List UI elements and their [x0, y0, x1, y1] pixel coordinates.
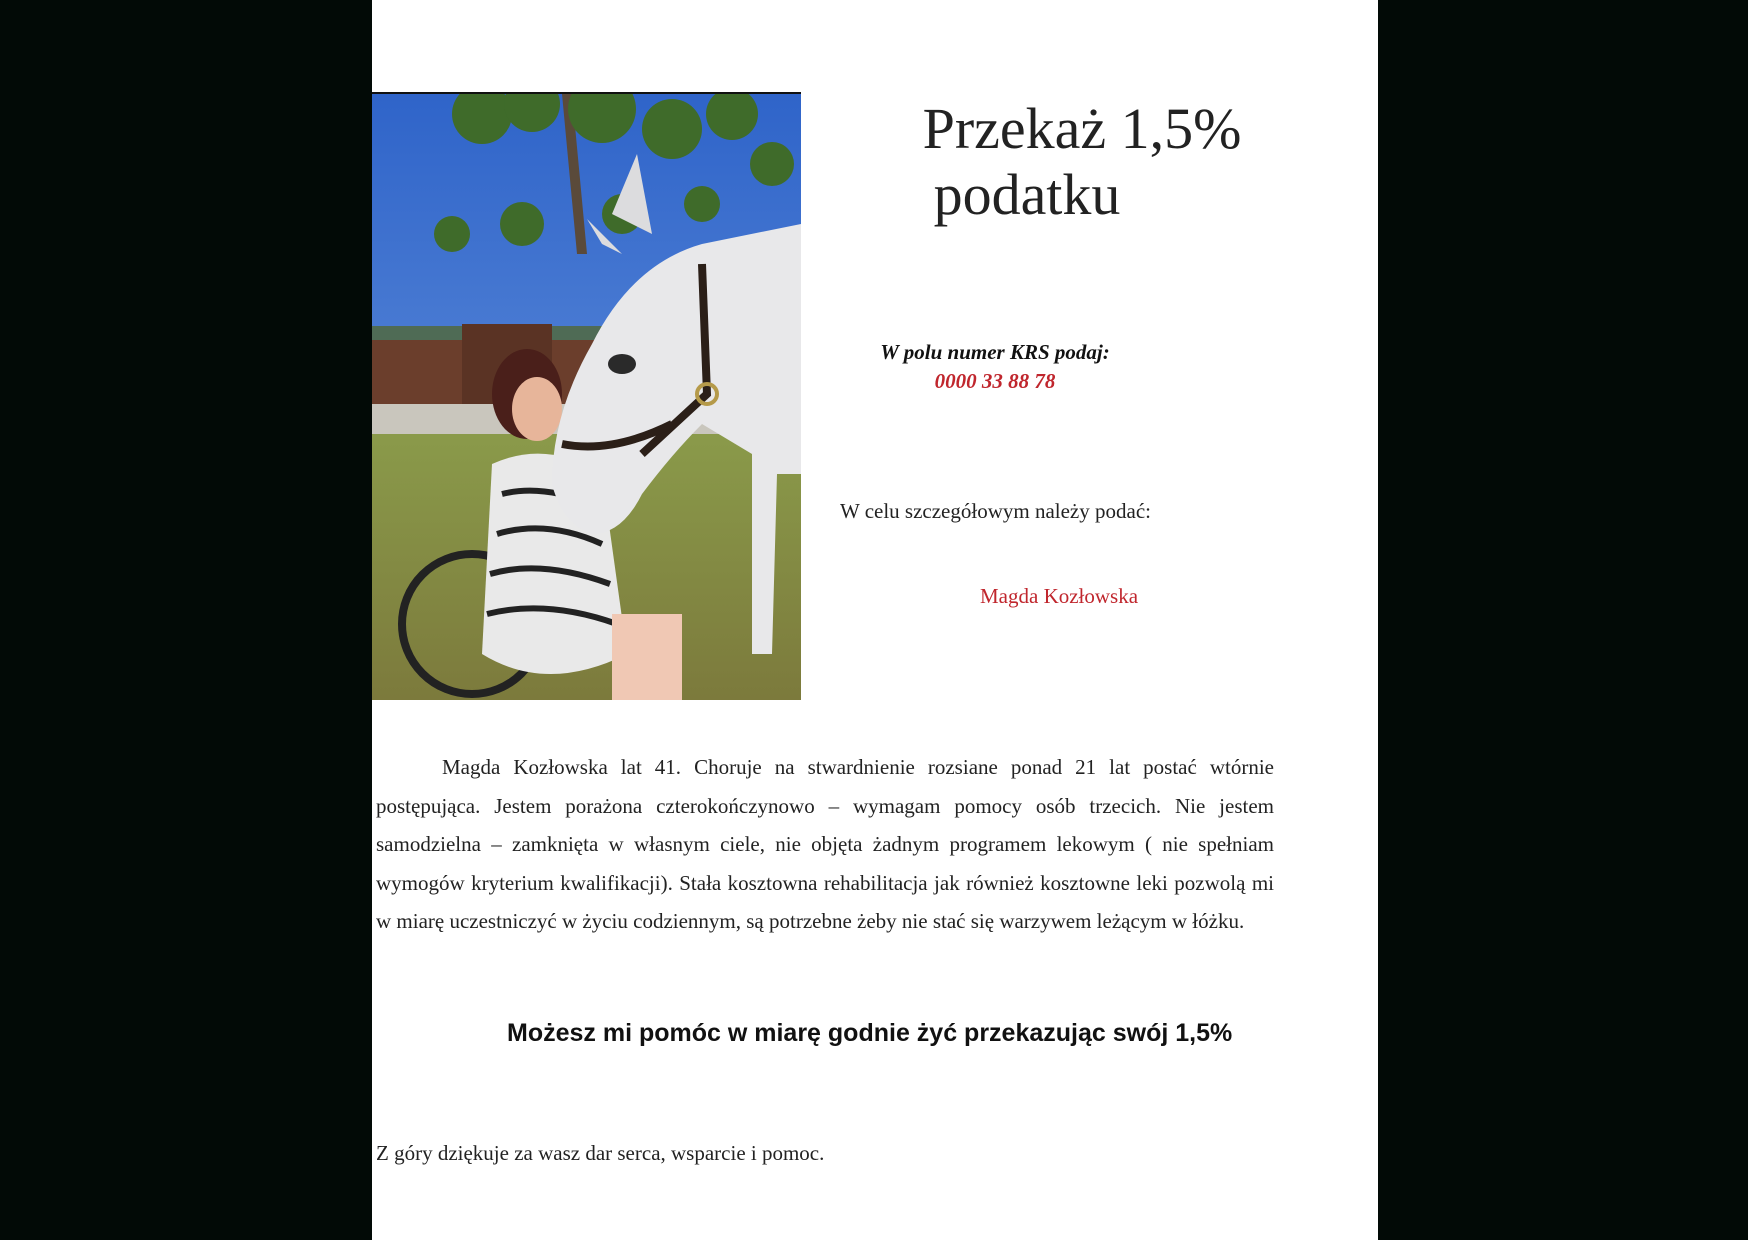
story-paragraph: Magda Kozłowska lat 41. Choruje na stwardnienie rozsiane ponad 21 lat postać wtórnie postępująca. Jestem porażona czterokończynowo – wymagam pomocy osób trzecich. Nie jestem samodzielna – zamknięta w własnym ciele, nie objęta żadnym programem lekowym ( nie spełniam wymogów kryterium kwalifikacji). Stała kosztowna rehabilitacja jak również kosztowne leki pozwolą mi w miarę uczestniczyć w życiu codziennym, są potrzebne żeby nie stać się warzywem leżącym w łóżku. [376, 755, 1274, 934]
purpose-name: Magda Kozłowska [980, 584, 1139, 608]
appeal-heading: Możesz mi pomóc w miarę godnie żyć przekazując swój 1,5% [507, 1019, 1233, 1047]
woman-face [512, 377, 562, 441]
krs-number: 0000 33 88 78 [934, 369, 1056, 393]
purpose-label: W celu szczegółowym należy podać: [840, 499, 1151, 523]
horse-eye [608, 354, 636, 374]
legs [612, 614, 682, 700]
krs-label: W polu numer KRS podaj: [880, 340, 1110, 364]
photo-illustration [372, 94, 801, 700]
title-line-2: podatku [933, 162, 1121, 227]
photo-woman-with-horse [372, 92, 801, 700]
thanks-line: Z góry dziękuje za wasz dar serca, wsparcie i pomoc. [376, 1141, 825, 1165]
title-line-1: Przekaż 1,5% [922, 96, 1242, 161]
document-page [372, 0, 1378, 1240]
page-title [872, 96, 1292, 228]
